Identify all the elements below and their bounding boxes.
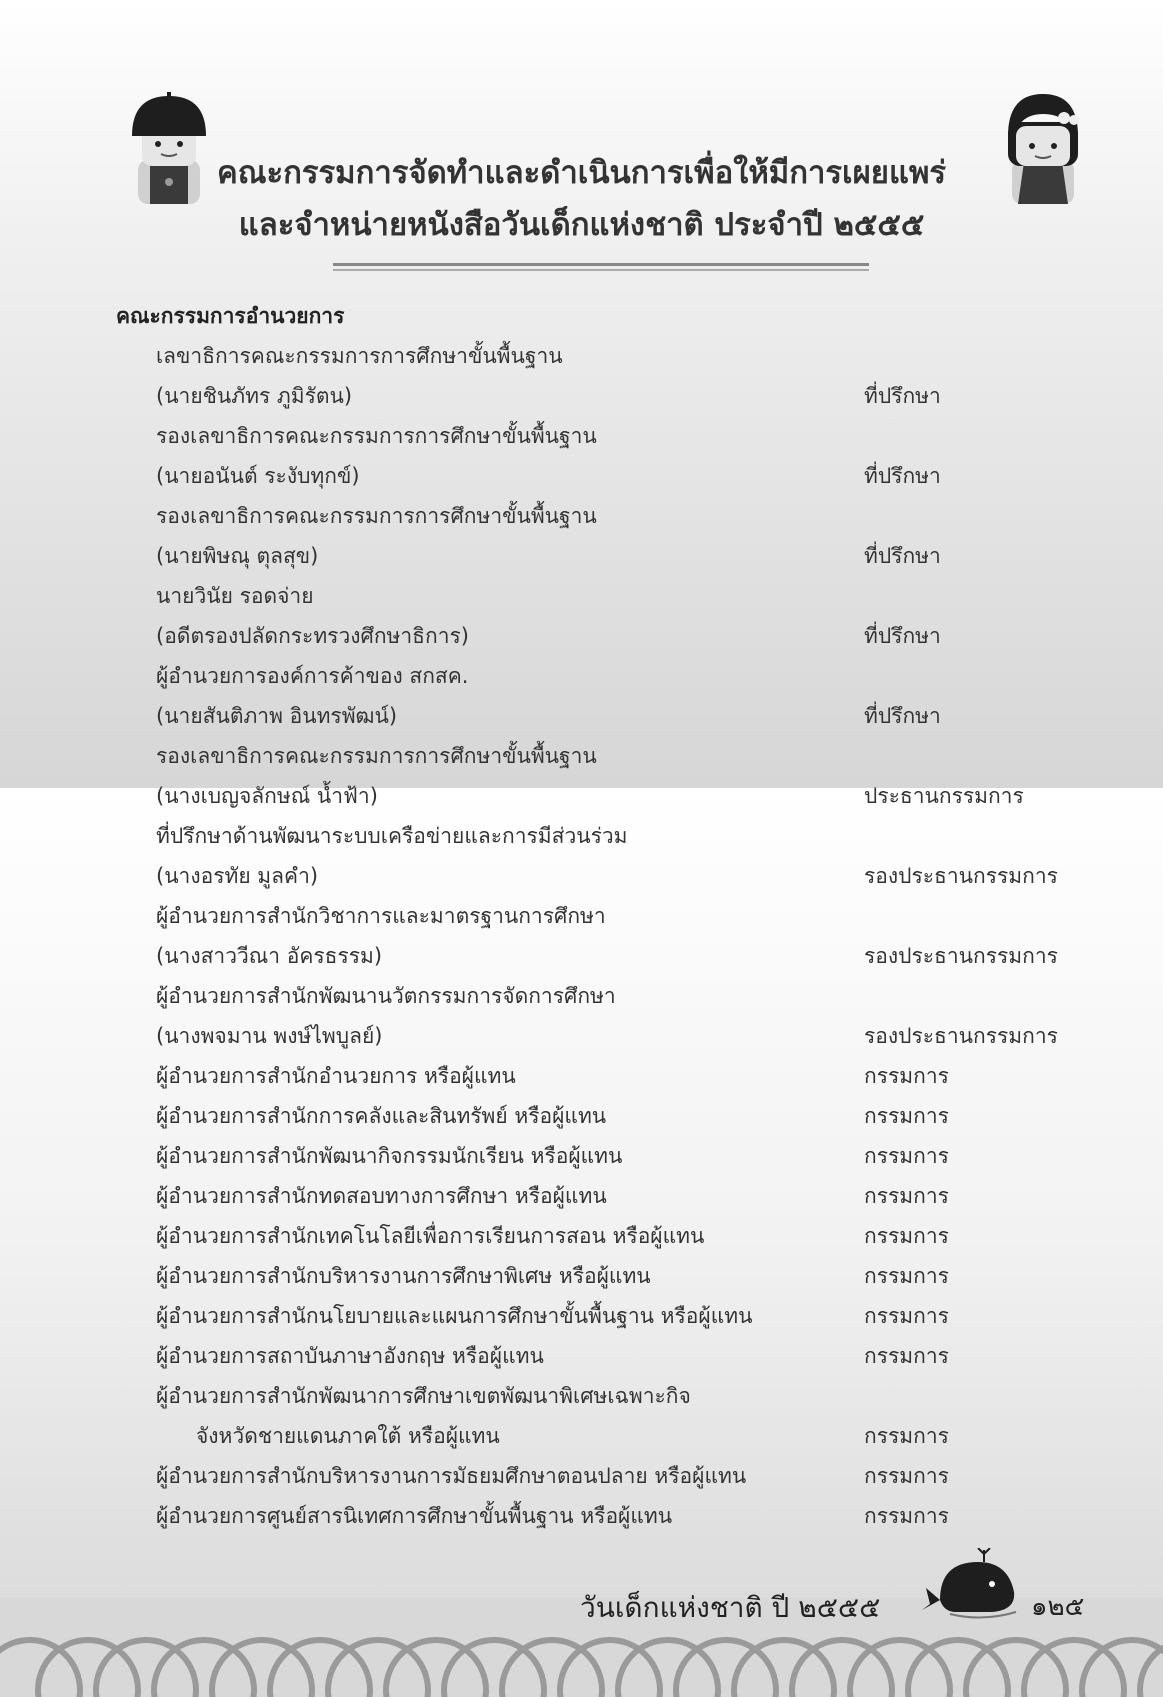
member-name: (อดีตรองปลัดกระทรวงศึกษาธิการ) [156, 624, 469, 648]
member-role: รองประธานกรรมการ [864, 1024, 1058, 1048]
ring-shape [1140, 1640, 1163, 1697]
member-name: (นายอนันต์ ระงับทุกข์) [156, 464, 360, 488]
member-name: รองเลขาธิการคณะกรรมการการศึกษาขั้นพื้นฐาน [156, 424, 597, 448]
member-name: ผู้อำนวยการสำนักพัฒนาการศึกษาเขตพัฒนาพิเศษเฉพาะกิจ [156, 1384, 691, 1408]
member-role: กรรมการ [864, 1144, 949, 1168]
member-name: ผู้อำนวยการสำนักบริหารงานการศึกษาพิเศษ หรือผู้แทน [156, 1264, 651, 1288]
committee-row [0, 578, 1163, 614]
member-role: ที่ปรึกษา [864, 704, 941, 728]
member-name: ที่ปรึกษาด้านพัฒนาระบบเครือข่ายและการมีส่วนร่วม [156, 824, 628, 848]
committee-row [0, 1178, 1163, 1214]
member-role: รองประธานกรรมการ [864, 864, 1058, 888]
member-name: (นายชินภัทร ภูมิรัตน) [156, 384, 353, 408]
member-role: กรรมการ [864, 1104, 949, 1128]
member-name: รองเลขาธิการคณะกรรมการการศึกษาขั้นพื้นฐาน [156, 504, 597, 528]
title-divider-secondary [333, 269, 869, 271]
member-name: ผู้อำนวยการสำนักวิชาการและมาตรฐานการศึกษา [156, 904, 606, 928]
committee-row [0, 658, 1163, 694]
member-role: ที่ปรึกษา [864, 624, 941, 648]
committee-row [0, 1138, 1163, 1174]
committee-row [0, 698, 1163, 734]
member-name: จังหวัดชายแดนภาคใต้ หรือผู้แทน [196, 1424, 500, 1448]
committee-row [0, 1378, 1163, 1414]
section-heading: คณะกรรมการอำนวยการ [116, 304, 345, 328]
page-number: ๑๒๕ [1031, 1592, 1085, 1622]
member-name: นายวินัย รอดจ่าย [156, 584, 314, 608]
member-name: ผู้อำนวยการสำนักนโยบายและแผนการศึกษาขั้นพื้นฐาน หรือผู้แทน [156, 1304, 753, 1328]
committee-row [0, 898, 1163, 934]
member-role: กรรมการ [864, 1344, 949, 1368]
committee-row [0, 1458, 1163, 1494]
committee-row [0, 978, 1163, 1014]
member-name: ผู้อำนวยการสำนักบริหารงานการมัธยมศึกษาตอนปลาย หรือผู้แทน [156, 1464, 747, 1488]
member-name: ผู้อำนวยการองค์การค้าของ สกสค. [156, 664, 469, 688]
committee-row [0, 1498, 1163, 1534]
footer-title: วันเด็กแห่งชาติ ปี ๒๕๕๕ [580, 1591, 881, 1624]
member-role: ที่ปรึกษา [864, 544, 941, 568]
committee-row [0, 338, 1163, 374]
page-title-line2: และจำหน่ายหนังสือวันเด็กแห่งชาติ ประจำปี ๒๕๕๕ [238, 207, 925, 243]
page-title-line1: คณะกรรมการจัดทำและดำเนินการเพื่อให้มีการเผยแพร่ [216, 155, 947, 191]
committee-row [0, 738, 1163, 774]
member-role: ที่ปรึกษา [864, 384, 941, 408]
committee-row [0, 538, 1163, 574]
member-name: ผู้อำนวยการสำนักพัฒนานวัตกรรมการจัดการศึกษา [156, 984, 616, 1008]
member-name: ผู้อำนวยการสถาบันภาษาอังกฤษ หรือผู้แทน [156, 1344, 544, 1368]
committee-row [0, 778, 1163, 814]
committee-row [0, 1018, 1163, 1054]
title-divider [333, 263, 869, 266]
member-role: รองประธานกรรมการ [864, 944, 1058, 968]
committee-row [0, 1338, 1163, 1374]
member-name: ผู้อำนวยการสำนักการคลังและสินทรัพย์ หรือผู้แทน [156, 1104, 607, 1128]
committee-row [0, 1258, 1163, 1294]
member-name: (นายสันติภาพ อินทรพัฒน์) [156, 704, 398, 728]
member-role: ประธานกรรมการ [864, 784, 1024, 808]
member-role: กรรมการ [864, 1464, 949, 1488]
member-role: กรรมการ [864, 1504, 949, 1528]
member-name: ผู้อำนวยการสำนักอำนวยการ หรือผู้แทน [156, 1064, 516, 1088]
member-name: ผู้อำนวยการสำนักพัฒนากิจกรรมนักเรียน หรือผู้แทน [156, 1144, 623, 1168]
committee-row [0, 1418, 1163, 1454]
committee-row [0, 1218, 1163, 1254]
committee-row [0, 1098, 1163, 1134]
member-role: กรรมการ [864, 1224, 949, 1248]
member-name: (นางเบญจลักษณ์ น้ำฟ้า) [156, 784, 378, 808]
committee-row [0, 858, 1163, 894]
member-name: (นายพิษณุ ตุลสุข) [156, 544, 319, 568]
committee-row [0, 938, 1163, 974]
member-role: กรรมการ [864, 1064, 949, 1088]
member-role: กรรมการ [864, 1424, 949, 1448]
member-role: กรรมการ [864, 1304, 949, 1328]
member-name: เลขาธิการคณะกรรมการการศึกษาขั้นพื้นฐาน [156, 344, 563, 368]
member-name: (นางพจมาน พงษ์ไพบูลย์) [156, 1024, 383, 1048]
member-name: ผู้อำนวยการสำนักทดสอบทางการศึกษา หรือผู้แทน [156, 1184, 607, 1208]
committee-row [0, 1298, 1163, 1334]
member-name: ผู้อำนวยการสำนักเทคโนโลยีเพื่อการเรียนการสอน หรือผู้แทน [156, 1224, 705, 1248]
committee-row [0, 818, 1163, 854]
committee-row [0, 418, 1163, 454]
member-name: (นางสาววีณา อัครธรรม) [156, 944, 383, 968]
member-name: รองเลขาธิการคณะกรรมการการศึกษาขั้นพื้นฐาน [156, 744, 597, 768]
member-role: ที่ปรึกษา [864, 464, 941, 488]
whale-icon [922, 1548, 1022, 1620]
member-name: (นางอรทัย มูลคำ) [156, 864, 319, 888]
member-name: ผู้อำนวยการศูนย์สารนิเทศการศึกษาขั้นพื้นฐาน หรือผู้แทน [156, 1504, 673, 1528]
committee-row [0, 378, 1163, 414]
committee-row [0, 1058, 1163, 1094]
committee-row [0, 498, 1163, 534]
committee-row [0, 458, 1163, 494]
member-role: กรรมการ [864, 1264, 949, 1288]
member-role: กรรมการ [864, 1184, 949, 1208]
committee-row [0, 618, 1163, 654]
